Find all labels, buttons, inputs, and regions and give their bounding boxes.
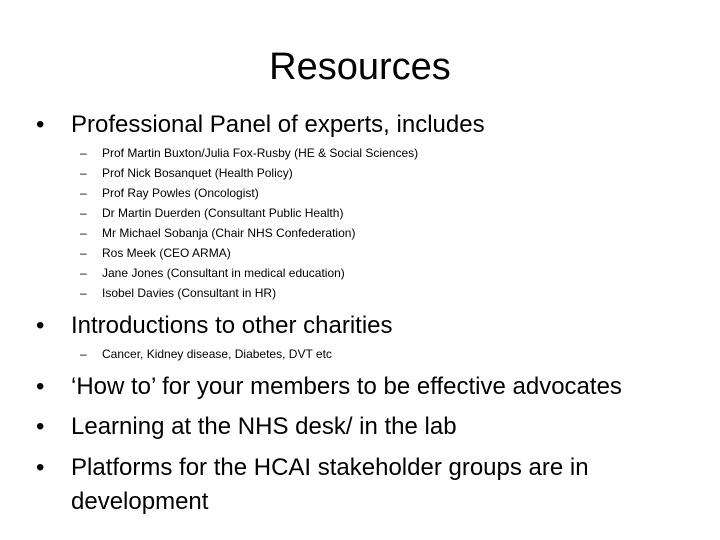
bullet-text: ‘How to’ for your members to be effective advocates [71,373,622,400]
bullet-dot: • [36,111,45,138]
sub-item-text: Prof Ray Powles (Oncologist) [102,186,259,200]
sub-item-text: Prof Nick Bosanquet (Health Policy) [102,166,293,180]
bullet-text: Platforms for the HCAI stakeholder groups are in development [71,454,589,515]
bullet-text: Introductions to other charities [71,312,393,339]
bullet-text: Professional Panel of experts, includes [71,111,485,138]
bullet-text: Learning at the NHS desk/ in the lab [71,413,457,440]
sub-item-text: Isobel Davies (Consultant in HR) [102,286,277,300]
sub-item-text: Prof Martin Buxton/Julia Fox-Rusby (HE & Social Sciences) [102,146,419,160]
dash-bullet: – [80,286,87,300]
dash-bullet: – [80,186,87,200]
slide-title: Resources [269,46,451,88]
dash-bullet: – [80,206,87,220]
dash-bullet: – [80,246,87,260]
dash-bullet: – [80,146,87,160]
sub-item-text: Dr Martin Duerden (Consultant Public Health) [102,206,344,220]
sub-item-text: Cancer, Kidney disease, Diabetes, DVT etc [102,347,332,361]
bullet-dot: • [36,312,45,339]
dash-bullet: – [80,266,87,280]
dash-bullet: – [80,166,87,180]
bullet-dot: • [36,373,45,400]
dash-bullet: – [80,347,87,361]
bullet-dot: • [36,454,45,481]
sub-item-text: Ros Meek (CEO ARMA) [102,246,231,260]
sub-item-text: Jane Jones (Consultant in medical education) [102,266,345,280]
dash-bullet: – [80,226,87,240]
sub-item-text: Mr Michael Sobanja (Chair NHS Confederation) [102,226,356,240]
bullet-dot: • [36,413,45,440]
